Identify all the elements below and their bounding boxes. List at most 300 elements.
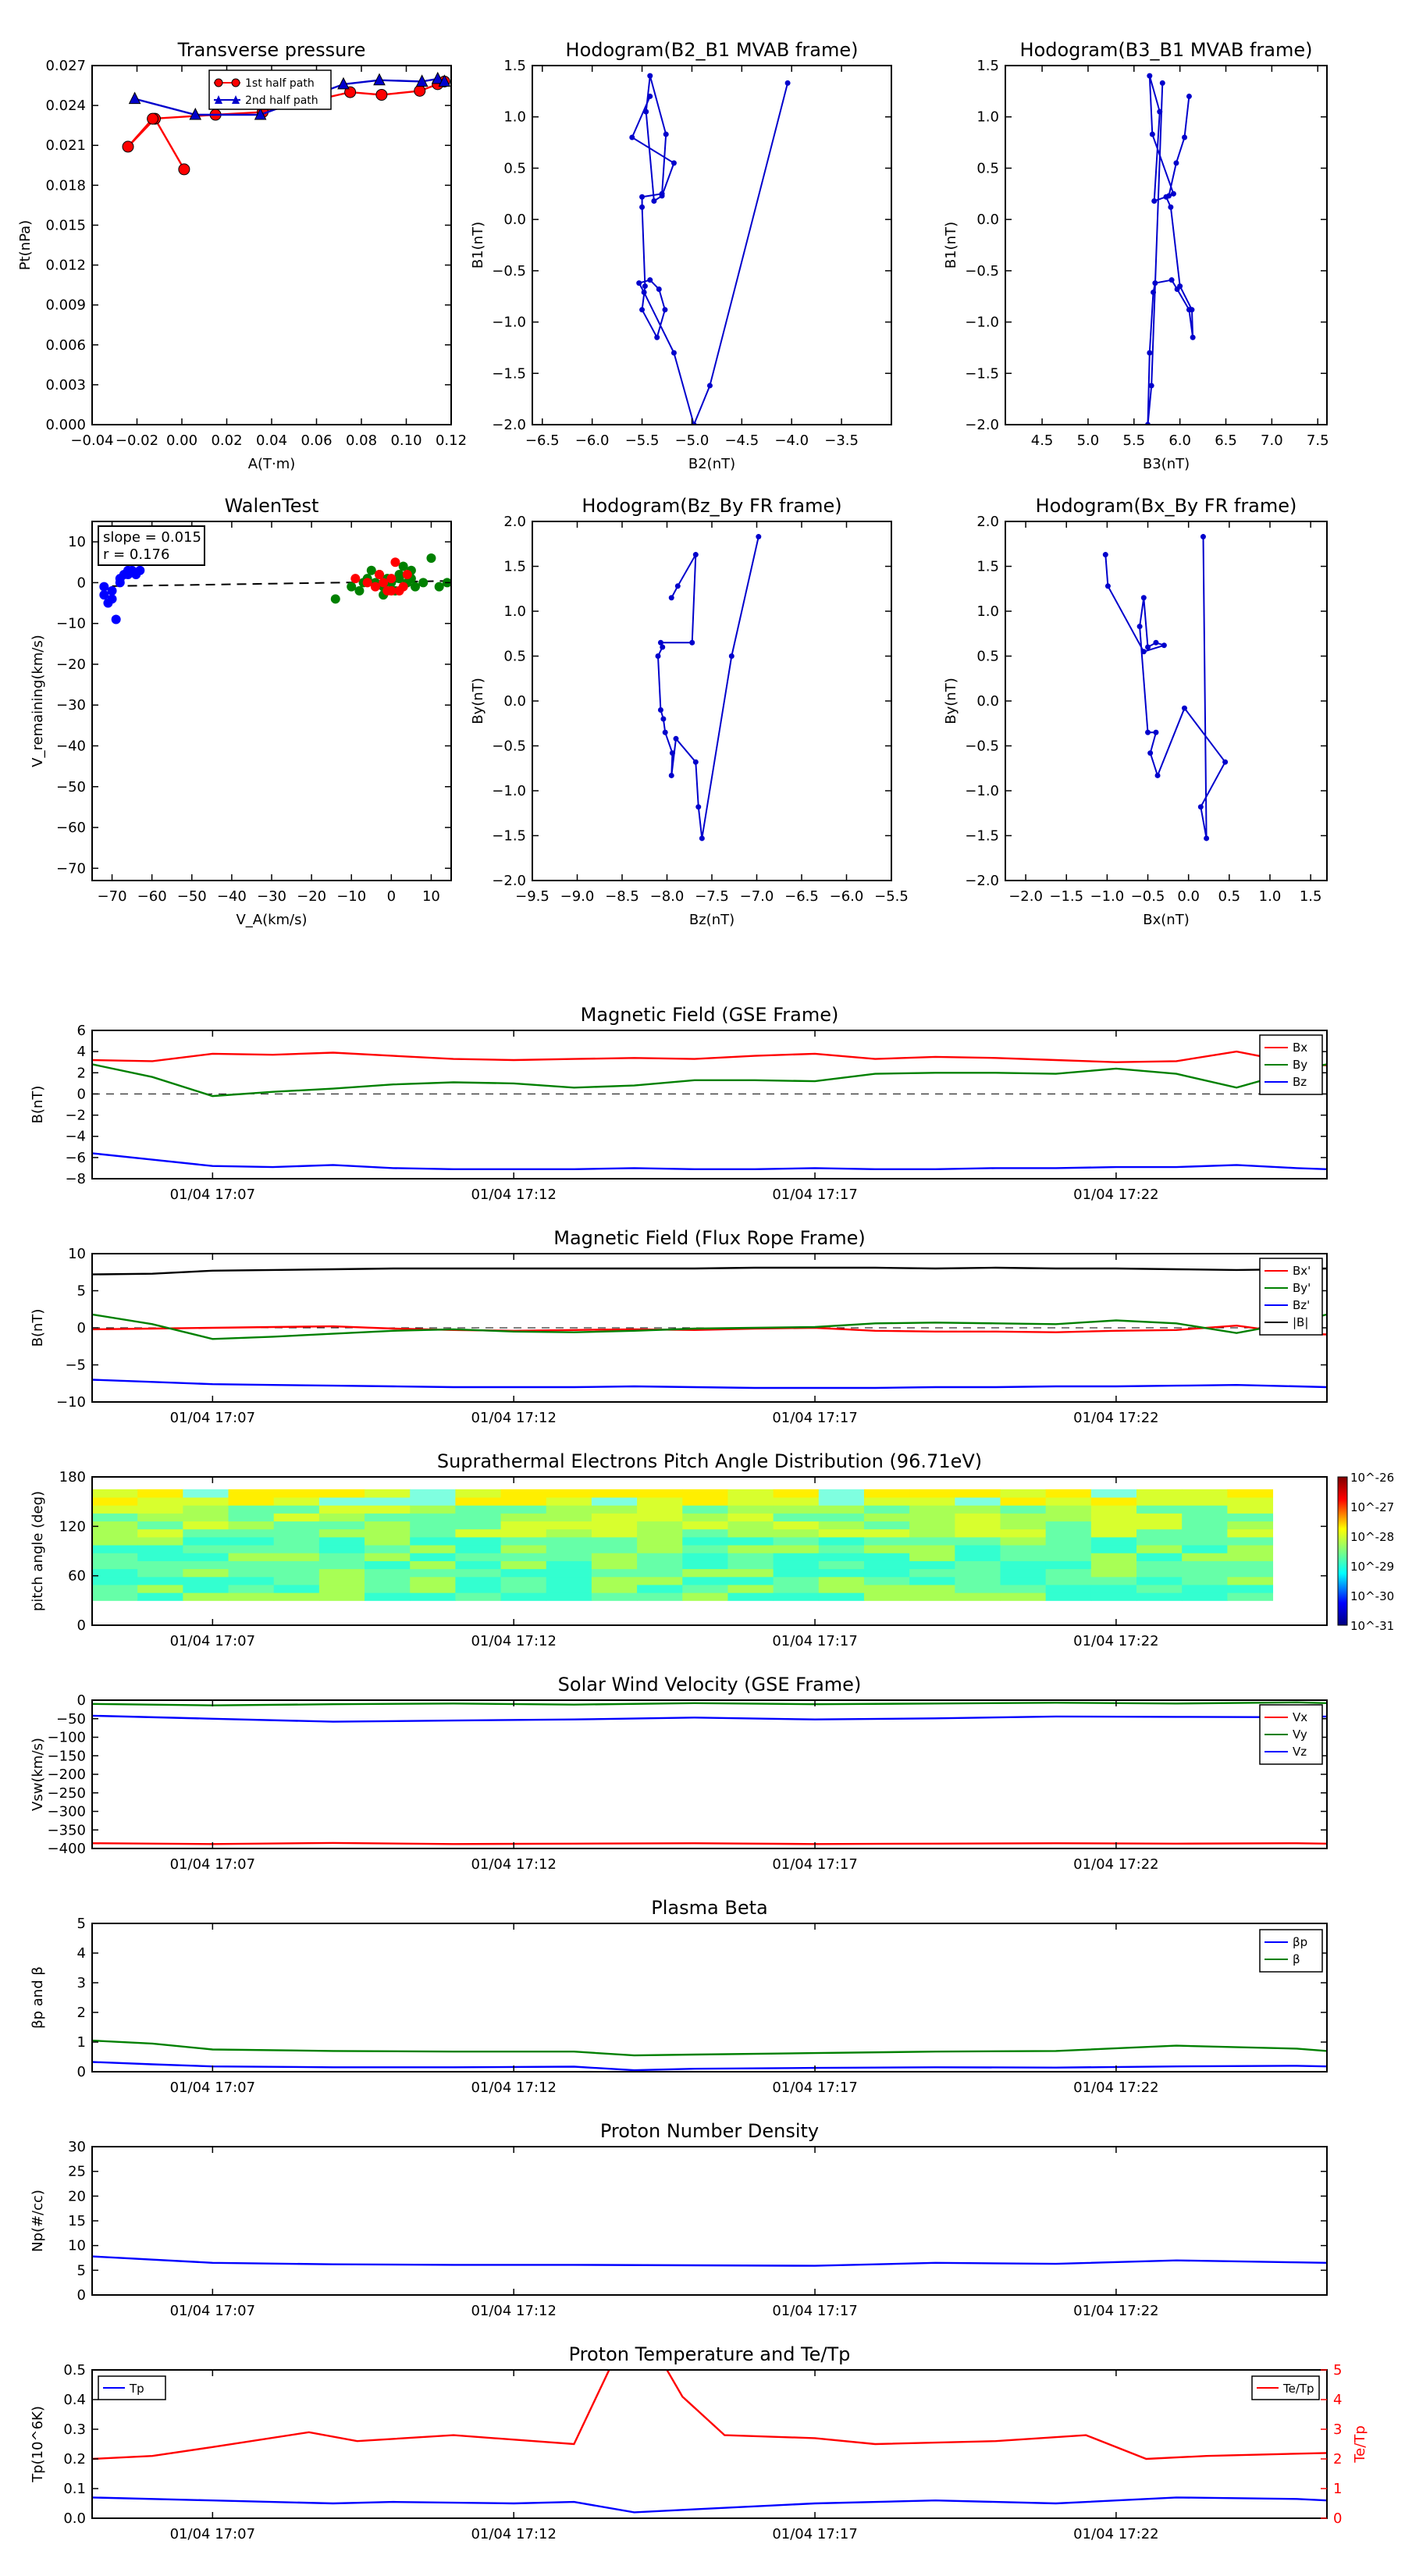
data-point [403,570,412,579]
plot-area [92,2041,1327,2070]
y-axis-label: βp and β [30,1966,46,2029]
x-tick-label: −0.04 [70,432,114,449]
heatmap-cell [1227,1521,1273,1530]
y-tick-label: −1.0 [492,314,526,331]
series-line [658,537,759,839]
heatmap-cell [137,1585,183,1593]
heatmap-cell [410,1569,456,1578]
heatmap-cell [909,1505,955,1514]
heatmap-cell [774,1497,820,1506]
data-point [1151,198,1157,204]
heatmap-cell [819,1585,865,1593]
heatmap-cell [501,1489,547,1498]
data-point [99,582,108,592]
data-point [1147,750,1153,756]
heatmap-cell [501,1553,547,1561]
data-point [331,594,340,603]
heatmap-cell [501,1497,547,1506]
data-point [1200,534,1206,539]
data-point [756,534,761,539]
data-point [1177,283,1183,289]
heatmap-cell [909,1545,955,1553]
heatmap-cell [410,1545,456,1553]
series-vz [92,1716,1327,1722]
heatmap-cell [727,1569,774,1578]
y-tick-label: −1.5 [965,827,999,845]
heatmap-cell [592,1592,638,1601]
y-tick-label: −30 [56,697,86,714]
y-tick-label: −250 [47,1784,86,1802]
data-point [367,566,376,575]
x-tick-label: 5.0 [1076,432,1100,449]
y-tick-label: 1.0 [503,603,526,620]
heatmap-cell [637,1560,683,1569]
heatmap-cell [1091,1577,1137,1585]
series-line [92,1380,1327,1389]
heatmap-cell [183,1489,229,1498]
heatmap-cell [410,1553,456,1561]
colorbar [1338,1477,1347,1625]
chart-title: Hodogram(B2_B1 MVAB frame) [565,39,859,61]
heatmap-cell [229,1545,275,1553]
x-tick-label: 01/04 17:22 [1073,1187,1159,1203]
heatmap-cell [92,1592,138,1601]
y-tick-label: 15 [68,2213,86,2229]
panel-h1 [470,39,891,472]
legend-label: Bx [1293,1041,1308,1055]
y-tick-label: 1.5 [976,58,999,74]
heatmap-cells [92,1489,1273,1601]
data-point [647,73,653,79]
series-line [92,1716,1327,1722]
heatmap-cell [637,1545,683,1553]
data-point [1147,350,1152,356]
heatmap-cell [229,1489,275,1498]
y-tick-label: 5 [76,2262,86,2279]
heatmap-cell [92,1505,138,1514]
heatmap-cell [365,1513,411,1521]
heatmap-cell [1000,1489,1046,1498]
heatmap-cell [909,1497,955,1506]
legend-label: Bz [1293,1075,1307,1089]
panel-h2 [943,39,1329,472]
heatmap-cell [137,1560,183,1569]
heatmap-cell [1046,1505,1092,1514]
y-tick-label: 0 [76,1617,86,1634]
heatmap-cell [501,1545,547,1553]
heatmap-cell [682,1560,728,1569]
y-tick-label: 0.5 [503,648,526,665]
heatmap-cell [819,1521,865,1530]
heatmap-cell [909,1569,955,1578]
heatmap-cell [501,1560,547,1569]
heatmap-cell [774,1592,820,1601]
legend-box [1260,1930,1322,1972]
heatmap-cell [1227,1513,1273,1521]
heatmap-cell [410,1560,456,1569]
heatmap-cell [410,1513,456,1521]
chart-title: Solar Wind Velocity (GSE Frame) [557,1674,862,1695]
heatmap-cell [365,1537,411,1546]
heatmap-cell [637,1569,683,1578]
legend-label: Tp [130,2382,144,2396]
series-data [1103,534,1228,841]
legend-label: By' [1293,1281,1311,1295]
plot-frame [92,1030,1327,1179]
heatmap-cell [319,1585,365,1593]
heatmap-cell [455,1553,501,1561]
heatmap-cell [92,1569,138,1578]
data-point [1166,193,1172,198]
series-tp [92,2497,1327,2512]
series-line [1105,537,1225,839]
x-tick-label: 0.02 [211,432,243,449]
heatmap-cell [1000,1577,1046,1585]
heatmap-cell [1136,1577,1183,1585]
plot-frame [92,1700,1327,1848]
y-axis-label-right: Te/Tp [1352,2425,1368,2463]
data-point [399,562,408,571]
heatmap-cell [501,1529,547,1538]
heatmap-cell [410,1521,456,1530]
series-vy [92,1703,1327,1706]
x-tick-label: −4.5 [724,432,759,449]
heatmap-cell [137,1529,183,1538]
heatmap-cell [1000,1537,1046,1546]
heatmap-cell [183,1513,229,1521]
y-tick-label: 0.024 [45,98,86,115]
heatmap-cell [1182,1489,1228,1498]
heatmap-cell [1227,1545,1273,1553]
heatmap-cell [137,1497,183,1506]
data-point [1160,80,1165,86]
heatmap-cell [455,1585,501,1593]
chart-title: Suprathermal Electrons Pitch Angle Distribution (96.71eV) [436,1450,983,1472]
heatmap-cell [546,1569,592,1578]
x-tick-label: −0.02 [115,432,159,449]
heatmap-cell [592,1560,638,1569]
x-tick-label: 01/04 17:22 [1073,1633,1159,1649]
heatmap-cell [1136,1592,1183,1601]
x-tick-label: 01/04 17:12 [471,1410,557,1426]
heatmap-cell [137,1537,183,1546]
heatmap-cell [1000,1560,1046,1569]
heatmap-cell [1046,1545,1092,1553]
y-tick-label: −0.5 [492,738,526,755]
heatmap-cell [229,1521,275,1530]
heatmap-cell [1227,1569,1273,1578]
legend-label: Vy [1293,1727,1307,1742]
series-data [656,534,762,841]
y-axis-label: B1(nT) [943,221,959,269]
data-point [1147,73,1152,79]
plot-area [92,1268,1327,1388]
heatmap-cell [1227,1592,1273,1601]
heatmap-cell [864,1521,910,1530]
chart-title: WalenTest [224,495,319,517]
heatmap-cell [682,1513,728,1521]
heatmap-cell [229,1577,275,1585]
series-line [92,2497,1327,2512]
x-tick-label: −30 [257,888,286,905]
x-tick-label: −6.5 [784,888,819,905]
data-point [123,141,133,152]
plot-frame [532,66,891,425]
heatmap-cell [774,1585,820,1593]
series-line [92,1843,1327,1844]
series-data [629,73,790,428]
heatmap-cell [864,1489,910,1498]
x-tick-label: 0.08 [345,432,378,449]
legend-label: Bz' [1293,1298,1311,1312]
data-point [1198,804,1204,809]
heatmap-cell [229,1505,275,1514]
heatmap-cell [455,1521,501,1530]
heatmap-cell [637,1592,683,1601]
y-tick-label: −300 [47,1803,86,1820]
x-tick-label: 01/04 17:22 [1073,2526,1159,2542]
y-axis-label: Pt(nPa) [17,219,34,271]
data-point [1155,773,1161,778]
heatmap-cell [1000,1545,1046,1553]
heatmap-cell [774,1489,820,1498]
heatmap-cell [682,1553,728,1561]
heatmap-cell [1227,1577,1273,1585]
x-tick-label: −6.0 [829,888,864,905]
heatmap-cell [183,1560,229,1569]
heatmap-cell [1227,1585,1273,1593]
x-tick-label: −9.0 [560,888,595,905]
heatmap-cell [183,1569,229,1578]
heatmap-cell [682,1577,728,1585]
heatmap-cell [682,1505,728,1514]
heatmap-cell [592,1521,638,1530]
data-point [108,594,117,603]
heatmap-cell [274,1521,320,1530]
x-tick-label: 01/04 17:12 [471,2526,557,2542]
heatmap-cell [365,1545,411,1553]
x-tick-label: 01/04 17:17 [772,1410,858,1426]
y-tick-label: −6 [65,1149,86,1166]
x-tick-label: 0.5 [1218,888,1241,905]
y-tick-label: −350 [47,1822,86,1839]
x-tick-label: 0.04 [255,432,288,449]
heatmap-cell [1091,1505,1137,1514]
heatmap-cell [955,1560,1001,1569]
heatmap-cell [819,1560,865,1569]
x-tick-label: 01/04 17:17 [772,2080,858,2096]
plot-area [92,1703,1327,1845]
y-tick-label: 0.0 [63,2510,86,2527]
heatmap-cell [365,1489,411,1498]
data-point [108,586,117,596]
x-tick-label: 01/04 17:07 [169,2526,256,2542]
heatmap-cell [546,1592,592,1601]
x-tick-label: −9.5 [515,888,550,905]
heatmap-cell [909,1553,955,1561]
heatmap-cell [455,1569,501,1578]
y-tick-label: −1.5 [492,827,526,845]
heatmap-cell [183,1553,229,1561]
x-tick-label: −5.5 [874,888,909,905]
panel-vsw [30,1674,1327,1873]
data-point [647,277,653,283]
heatmap-cell [1091,1513,1137,1521]
heatmap-cell [637,1553,683,1561]
plot-area [1103,534,1228,841]
data-point [785,80,791,86]
plot-area [629,73,790,428]
data-point [669,595,674,600]
heatmap-cell [1182,1545,1228,1553]
heatmap-cell [410,1585,456,1593]
heatmap-cell [637,1521,683,1530]
x-tick-label: −3.5 [824,432,859,449]
heatmap-cell [274,1529,320,1538]
data-point [675,583,681,589]
y-tick-label: 1 [76,2034,86,2051]
y-tick-label: 0.012 [45,257,86,274]
heatmap-cell [501,1513,547,1521]
heatmap-cell [1182,1585,1228,1593]
x-axis-label: A(T·m) [247,456,296,472]
x-tick-label: −1.0 [1090,888,1125,905]
y-tick-label: −1.5 [965,365,999,382]
y-axis-label: Vsw(km/s) [30,1738,46,1811]
heatmap-cell [1046,1553,1092,1561]
heatmap-cell [455,1545,501,1553]
x-tick-label: −7.5 [695,888,729,905]
x-tick-label: 6.5 [1215,432,1237,449]
heatmap-cell [1091,1592,1137,1601]
heatmap-cell [229,1529,275,1538]
y-tick-label: −2.0 [492,873,526,889]
data-point [1169,277,1175,283]
heatmap-cell [183,1577,229,1585]
heatmap-cell [137,1545,183,1553]
heatmap-cell [1136,1545,1183,1553]
x-tick-label: 01/04 17:12 [471,2303,557,2319]
data-point [390,557,400,567]
data-point [1153,640,1158,646]
y-axis-label: Np(#/cc) [30,2190,46,2252]
heatmap-cell [1046,1569,1092,1578]
heatmap-cell [319,1545,365,1553]
y-tick-label: 0.0 [503,693,526,710]
x-tick-label: 0.06 [301,432,333,449]
y-tick-label: 2 [76,2005,86,2021]
y-tick-label: −400 [47,1841,86,1857]
data-point [1153,730,1158,735]
y-axis-label: pitch angle (deg) [30,1490,46,1612]
x-tick-label: −4.0 [774,432,809,449]
x-tick-label: −10 [336,888,367,905]
heatmap-cell [137,1569,183,1578]
heatmap-cell [410,1505,456,1514]
heatmap-cell [137,1577,183,1585]
heatmap-cell [1136,1521,1183,1530]
plot-frame [92,2370,1327,2518]
heatmap-cell [819,1537,865,1546]
y-tick-label: 10 [68,2237,86,2254]
data-point [435,582,444,592]
data-point [669,773,674,778]
data-point [386,586,396,596]
heatmap-cell [955,1569,1001,1578]
heatmap-cell [183,1537,229,1546]
data-point [663,730,668,735]
heatmap-cell [1182,1553,1228,1561]
heatmap-cell [365,1577,411,1585]
y-tick-label: 5 [76,1916,86,1932]
heatmap-cell [1227,1553,1273,1561]
heatmap-cell [229,1497,275,1506]
data-point [1157,109,1162,115]
y-tick-label: −1.0 [965,783,999,799]
y-tick-label: −200 [47,1767,86,1783]
heatmap-cell [319,1505,365,1514]
heatmap-cell [682,1529,728,1538]
legend-marker [232,79,240,87]
x-tick-label: 01/04 17:07 [169,1410,256,1426]
x-tick-label: 01/04 17:07 [169,2303,256,2319]
series-line [92,2041,1327,2055]
heatmap-cell [137,1592,183,1601]
heatmap-cell [183,1529,229,1538]
heatmap-cell [1046,1592,1092,1601]
y-tick-label: −2.0 [965,417,999,433]
heatmap-cell [319,1497,365,1506]
data-point [130,93,140,104]
heatmap-cell [229,1513,275,1521]
legend-label: β [1293,1952,1300,1966]
panel-mag_fr [30,1227,1327,1426]
x-tick-label: −50 [176,888,207,905]
data-point [660,717,666,722]
legend-label: By [1293,1058,1308,1072]
y-tick-label: −1.5 [492,365,526,382]
y-tick-label: 6 [76,1023,86,1039]
x-tick-label: 0.00 [165,432,198,449]
data-point [1141,595,1147,600]
heatmap-cell [955,1521,1001,1530]
y-tick-label: 1.0 [503,109,526,126]
legend-label: Te/Tp [1283,2382,1314,2396]
y-tick-label: 2.0 [503,514,526,530]
heatmap-cell [319,1577,365,1585]
heatmap-cell [592,1513,638,1521]
panel-h3 [470,495,909,928]
heatmap-cell [864,1585,910,1593]
x-tick-label: 0.0 [1177,888,1200,905]
heatmap-cell [1182,1560,1228,1569]
y-tick-label: 180 [59,1469,86,1485]
data-point [354,586,364,596]
heatmap-cell [1182,1592,1228,1601]
series-line [632,76,788,425]
series-line [92,1325,1327,1334]
heatmap-cell [727,1545,774,1553]
heatmap-cell [909,1592,955,1601]
y-tick-label: −0.5 [492,262,526,279]
y-tick-label: 4 [76,1044,86,1061]
plot-frame [92,2147,1327,2295]
heatmap-cell [546,1497,592,1506]
heatmap-cell [92,1545,138,1553]
colorbar-label: 10^-28 [1350,1530,1395,1544]
data-point [639,194,645,200]
heatmap-cell [637,1537,683,1546]
